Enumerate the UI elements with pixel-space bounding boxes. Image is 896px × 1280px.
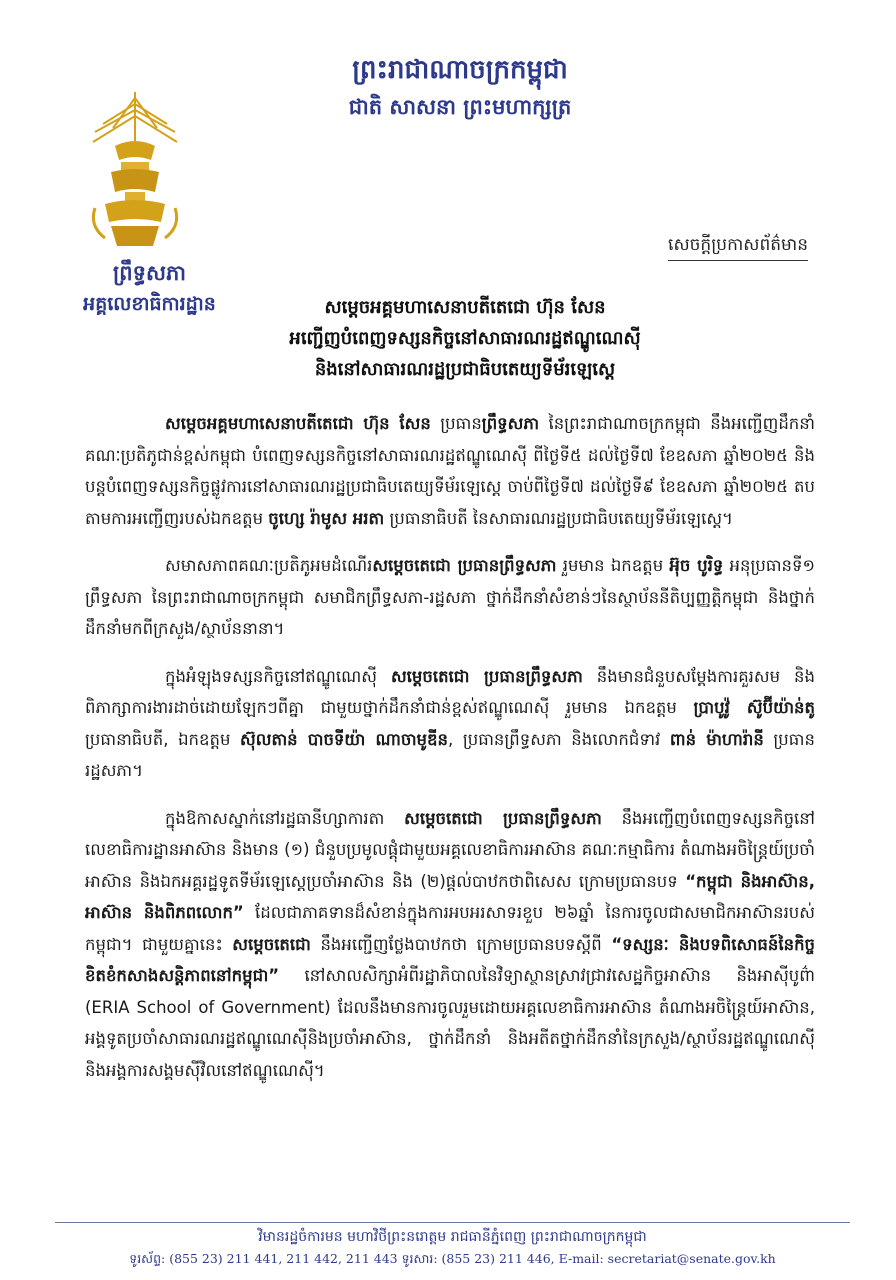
lecture-topic-1: “កម្ពុជា និងអាស៊ាន, អាស៊ាន និងពិភពលោក” bbox=[85, 871, 815, 922]
kingdom-title: ព្រះរាជាណាចក្រកម្ពុជា bbox=[352, 55, 568, 85]
leader-title: សម្តេចតេជោ ប្រធានព្រឹទ្ធសភា bbox=[372, 556, 557, 575]
indonesia-president-name: ប្រាបូវ៉ូ ស៊ូប៊ីយ៉ាន់តូ bbox=[693, 698, 815, 717]
press-release-body bbox=[85, 408, 815, 1102]
headline-line-3: និងនៅសាធារណរដ្ឋប្រជាធិបតេយ្យទីម័រឡេស្តេ bbox=[314, 359, 616, 380]
text: , ប្រធានព្រឹទ្ធសភា និងលោកជំទាវ bbox=[447, 729, 670, 749]
text: ប្រធានាធិបតី, ឯកឧត្តម bbox=[85, 729, 241, 749]
senate-name: ព្រឹទ្ធសភា bbox=[481, 414, 540, 433]
footer-divider bbox=[55, 1222, 850, 1223]
vice-president-name: អ៊ុច បូរិទ្ធ bbox=[669, 556, 724, 575]
organization-block bbox=[62, 258, 237, 318]
house-speaker-name: ពាន់ ម៉ាហារ៉ានី bbox=[669, 729, 764, 749]
text: សមាសភាពគណៈប្រតិភូអមដំណើរ bbox=[165, 556, 373, 575]
leader-name: សម្តេចអគ្គមហាសេនាបតីតេជោ ហ៊ុន សែន bbox=[165, 414, 431, 433]
headline-line-2: អញ្ជើញបំពេញទស្សនកិច្ចនៅសាធារណរដ្ឋឥណ្ឌូណេស៊ី bbox=[289, 328, 641, 349]
text: ប្រធានរដ្ឋសភា។ bbox=[85, 729, 815, 780]
footer bbox=[55, 1226, 850, 1270]
leader-title: សម្តេចតេជោ ប្រធានព្រឹទ្ធសភា bbox=[404, 808, 602, 828]
text: ប្រធានាធិបតី នៃសាធារណរដ្ឋប្រជាធិបតេយ្យទីម័រឡេស្តេ។ bbox=[384, 508, 733, 528]
lecture-topic-2: “ទស្សនៈ និងបទពិសោធន៍នៃកិច្ចខិតខំកសាងសន្តិភាពនៅកម្ពុជា” bbox=[85, 934, 816, 985]
president-name: ចូហ្សេ រ៉ាមូស អរតា bbox=[268, 508, 385, 528]
text: នឹងមានជំនួបសម្តែងការគួរសម និងពិភាក្សាការងារដាច់ដោយឡែកៗពីគ្នា ជាមួយថ្នាក់ដឹកនាំជាន់ខ្ពស់ឥណ្ឌូណេស៊ី រួមមាន ឯកឧត្តម bbox=[85, 666, 815, 717]
text: នៅសាលសិក្សាអំពីរដ្ឋាភិបាលនៃវិទ្យាស្ថានស្រាវជ្រាវសេដ្ឋកិច្ចអាស៊ាន និងអាស៊ីបូព៌ា (ERIA School of Government) ដែលនឹងមានការចូលរួមដោយអគ្គលេខាធិការអាស៊ាន តំណាងអចិន្ត្រៃយ៍អាស៊ាន, អង្គទូតប្រចាំសាធារណរដ្ឋឥណ្ឌូណេស៊ីនិងប្រចាំអាស៊ាន, ថ្នាក់ដឹកនាំ និងអតីតថ្នាក់ដឹកនាំនៃក្រសួង/ស្ថាប័នរដ្ឋឥណ្ឌូណេស៊ី និងអង្គការសង្គមស៊ីវិលនៅឥណ្ឌូណេស៊ី។ bbox=[85, 966, 815, 1080]
text: រួមមាន ឯកឧត្តម bbox=[556, 556, 670, 575]
text: នឹងអញ្ជើញថ្លែងបាឋកថា ក្រោមប្រធានបទស្តីពី bbox=[310, 934, 612, 954]
footer-address: វិមានរដ្ឋចំការមន មហាវិថីព្រះនរោត្តម រាជធានីភ្នំពេញ ព្រះរាជាណាចក្រកម្ពុជា bbox=[258, 1229, 647, 1245]
senate-emblem-icon bbox=[85, 88, 185, 250]
paragraph-4 bbox=[85, 803, 815, 1087]
org-department: អគ្គលេខាធិការដ្ឋាន bbox=[83, 293, 216, 315]
leader-short-title: សម្តេចតេជោ bbox=[232, 934, 311, 954]
document-type-label: សេចក្តីប្រកាសព័ត៌មាន bbox=[668, 234, 808, 261]
text: ដែលជាភាគទានដ៏សំខាន់ក្នុងការអបអរសាទរខួប ២៦ឆ្នាំ នៃការចូលជាសមាជិកអាស៊ានរបស់កម្ពុជា។ ជាមួយគ្នានេះ bbox=[85, 903, 815, 954]
national-motto: ជាតិ សាសនា ព្រះមហាក្សត្រ bbox=[348, 94, 572, 119]
senate-president-name: ស៊ុលតាន់ បាចទីយ៉ា ណាចាមូឌីន bbox=[240, 729, 448, 749]
text: អនុប្រធានទី១ ព្រឹទ្ធសភា នៃព្រះរាជាណាចក្រកម្ពុជា សមាជិកព្រឹទ្ធសភា-រដ្ឋសភា ថ្នាក់ដឹកនាំសំខាន់ៗនៃស្ថាប័ននីតិប្បញ្ញត្តិកម្ពុជា និងថ្នាក់ដឹកនាំមកពីក្រសួង/ស្ថាប័ននានា។ bbox=[85, 556, 815, 638]
footer-contact: ទូរស័ព្ទ: (855 23) 211 441, 211 442, 211 443 ទូរសារ: (855 23) 211 446, E-mail: secretariat@senate.gov.kh bbox=[129, 1251, 776, 1266]
text: ក្នុងឱកាសស្នាក់នៅរដ្ឋធានីហ្សាការតា bbox=[165, 808, 405, 828]
text: នឹងអញ្ជើញបំពេញទស្សនកិច្ចនៅលេខាធិការដ្ឋានអាស៊ាន និងមាន (១) ជំនួបប្រមូលផ្តុំជាមួយអគ្គលេខាធិការអាស៊ាន គណៈកម្មាធិការ តំណាងអចិន្ត្រៃយ៍ប្រចាំអាស៊ាន និងឯកអគ្គរដ្ឋទូតទីម័រឡេស្តេប្រចាំអាស៊ាន និង (២)ផ្តល់បាឋកថាពិសេស ក្រោមប្រធានបទ bbox=[85, 808, 816, 891]
paragraph-1 bbox=[85, 408, 815, 534]
text: នៃព្រះរាជាណាចក្រកម្ពុជា នឹងអញ្ជើញដឹកនាំគណៈប្រតិភូជាន់ខ្ពស់កម្ពុជា បំពេញទស្សនកិច្ចនៅសាធារណរដ្ឋឥណ្ឌូណេស៊ី ពីថ្ងៃទី៥ ដល់ថ្ងៃទី៧ ខែឧសភា ឆ្នាំ២០២៥ និងបន្តបំពេញទស្សនកិច្ចផ្លូវការនៅសាធារណរដ្ឋប្រជាធិបតេយ្យទីម័រឡេស្តេ ចាប់ពីថ្ងៃទី៧ ដល់ថ្ងៃទី៩ ខែឧសភា ឆ្នាំ២០២៥ តបតាមការអញ្ជើញរបស់ឯកឧត្តម bbox=[85, 414, 815, 528]
leader-title: សម្តេចតេជោ ប្រធានព្រឹទ្ធសភា bbox=[390, 666, 583, 686]
org-name: ព្រឹទ្ធសភា bbox=[113, 260, 186, 285]
paragraph-2 bbox=[85, 550, 815, 645]
headline bbox=[230, 292, 700, 385]
kingdom-header bbox=[300, 52, 620, 122]
paragraph-3 bbox=[85, 661, 815, 787]
text: ប្រធាន bbox=[430, 414, 482, 433]
text: ក្នុងអំឡុងទស្សនកិច្ចនៅឥណ្ឌូណេស៊ី bbox=[165, 666, 391, 686]
headline-line-1: សម្តេចអគ្គមហាសេនាបតីតេជោ ហ៊ុន សែន bbox=[324, 297, 606, 318]
